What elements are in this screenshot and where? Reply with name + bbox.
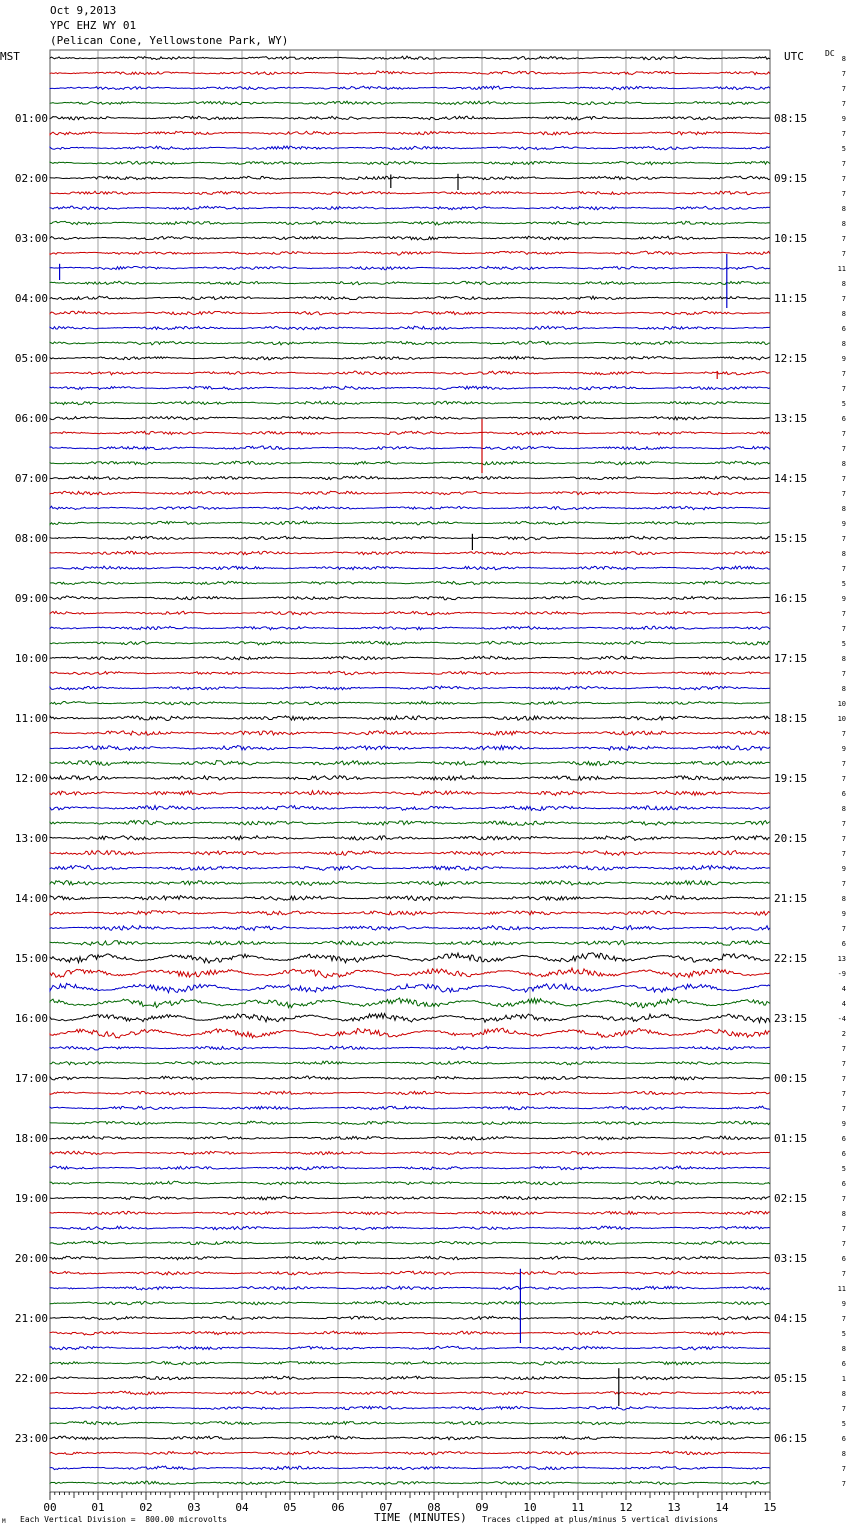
dc-offset-label: 8 — [841, 550, 846, 558]
dc-offset-label: 9 — [841, 745, 846, 753]
trace-row — [50, 851, 770, 856]
trace-row — [50, 1211, 770, 1214]
dc-offset-label: 7 — [841, 760, 846, 768]
right-hour-label: 06:15 — [774, 1432, 808, 1445]
right-hour-label: 08:15 — [774, 112, 808, 125]
trace-row — [50, 1121, 770, 1125]
left-hour-label: 02:00 — [14, 172, 48, 185]
dc-offset-label: 8 — [841, 805, 846, 813]
dc-offset-label: 4 — [841, 985, 846, 993]
dc-offset-label: 7 — [841, 1105, 846, 1113]
trace-row — [50, 161, 770, 165]
dc-offset-label: 7 — [841, 1240, 846, 1248]
right-hour-label: 17:15 — [774, 652, 808, 665]
dc-offset-label: 8 — [841, 460, 846, 468]
dc-offset-label: 7 — [841, 730, 846, 738]
right-hour-label: 00:15 — [774, 1072, 808, 1085]
right-hour-label: 20:15 — [774, 832, 808, 845]
trace-row — [50, 581, 770, 585]
trace-row — [50, 491, 770, 495]
x-tick-label: 06 — [331, 1501, 345, 1514]
corner-mark: M — [2, 1518, 6, 1525]
right-hour-label: 03:15 — [774, 1252, 808, 1265]
dc-offset-label: 6 — [841, 1135, 846, 1143]
right-hour-label: 21:15 — [774, 892, 808, 905]
trace-row — [50, 416, 770, 420]
trace-row — [50, 1466, 770, 1470]
dc-offset-label: 7 — [841, 610, 846, 618]
trace-row — [50, 1091, 770, 1095]
trace-row — [50, 251, 770, 255]
dc-offset-label: 8 — [841, 1345, 846, 1353]
right-hour-label: 22:15 — [774, 952, 808, 965]
trace-row — [50, 731, 770, 735]
dc-offset-label: 1 — [841, 1375, 846, 1383]
dc-offset-label: 8 — [841, 340, 846, 348]
trace-row — [50, 1451, 770, 1455]
dc-offset-label: 5 — [841, 1420, 846, 1428]
dc-offset-label: 13 — [837, 955, 846, 963]
left-hour-label: 22:00 — [14, 1372, 48, 1385]
dc-offset-label: 6 — [841, 1150, 846, 1158]
right-hour-label: 12:15 — [774, 352, 808, 365]
dc-offset-label: 7 — [841, 160, 846, 168]
trace-row — [50, 1028, 770, 1038]
dc-offset-label: 8 — [841, 205, 846, 213]
trace-row — [50, 341, 770, 345]
dc-offset-label: 7 — [841, 535, 846, 543]
dc-offset-label: 7 — [841, 1195, 846, 1203]
trace-row — [50, 1391, 770, 1395]
dc-offset-label: 10 — [837, 715, 846, 723]
dc-offset-label: 5 — [841, 145, 846, 153]
right-hour-label: 19:15 — [774, 772, 808, 785]
trace-row — [50, 1301, 770, 1305]
trace-row — [50, 71, 770, 75]
trace-row — [50, 836, 770, 841]
trace-row — [50, 926, 770, 931]
dc-offset-label: 7 — [841, 1465, 846, 1473]
right-hour-label: 15:15 — [774, 532, 808, 545]
trace-row — [50, 1061, 770, 1065]
trace-row — [50, 176, 770, 180]
right-hour-label: 04:15 — [774, 1312, 808, 1325]
left-hour-label: 19:00 — [14, 1192, 48, 1205]
dc-offset-label: 9 — [841, 865, 846, 873]
trace-row — [50, 626, 770, 630]
trace-row — [50, 1436, 770, 1440]
trace-row — [50, 1181, 770, 1185]
x-tick-label: 08 — [427, 1501, 441, 1514]
dc-offset-label: 5 — [841, 640, 846, 648]
left-hour-label: 18:00 — [14, 1132, 48, 1145]
scale-note: Each Vertical Division = 800.00 microvolts — [20, 1515, 228, 1524]
right-hour-label: 02:15 — [774, 1192, 808, 1205]
dc-offset-label: 2 — [841, 1030, 846, 1038]
right-hour-label: 13:15 — [774, 412, 808, 425]
dc-offset-label: 8 — [841, 1210, 846, 1218]
left-hour-label: 06:00 — [14, 412, 48, 425]
trace-row — [50, 281, 770, 285]
x-tick-label: 04 — [235, 1501, 249, 1514]
dc-offset-label: 5 — [841, 400, 846, 408]
right-hour-label: 10:15 — [774, 232, 808, 245]
dc-offset-label: 9 — [841, 595, 846, 603]
dc-offset-label: 5 — [841, 1330, 846, 1338]
dc-offset-label: 4 — [841, 1000, 846, 1008]
x-tick-label: 11 — [571, 1501, 585, 1514]
x-axis-title: TIME (MINUTES) — [374, 1511, 467, 1524]
plot-frame — [50, 50, 770, 1492]
x-tick-label: 15 — [763, 1501, 777, 1514]
left-hour-label: 11:00 — [14, 712, 48, 725]
trace-row — [50, 1406, 770, 1410]
trace-row — [50, 611, 770, 615]
trace-row — [50, 1076, 770, 1080]
x-tick-label: 03 — [187, 1501, 201, 1514]
trace-row — [50, 536, 770, 540]
dc-offset-label: 10 — [837, 700, 846, 708]
trace-row — [50, 641, 770, 645]
dc-offset-label: 8 — [841, 310, 846, 318]
trace-row — [50, 953, 770, 963]
dc-offset-label: 6 — [841, 1255, 846, 1263]
trace-row — [50, 1151, 770, 1155]
left-hour-label: 07:00 — [14, 472, 48, 485]
trace-row — [50, 566, 770, 570]
trace-row — [50, 551, 770, 555]
dc-offset-label: 8 — [841, 220, 846, 228]
trace-row — [50, 191, 770, 194]
x-tick-label: 02 — [139, 1501, 153, 1514]
trace-row — [50, 761, 770, 766]
dc-offset-label: 7 — [841, 850, 846, 858]
left-hour-label: 12:00 — [14, 772, 48, 785]
trace-row — [50, 221, 770, 225]
dc-offset-label: 7 — [841, 190, 846, 198]
dc-offset-label: 9 — [841, 520, 846, 528]
left-hour-label: 15:00 — [14, 952, 48, 965]
right-hour-label: 11:15 — [774, 292, 808, 305]
dc-offset-label: 6 — [841, 1360, 846, 1368]
left-hour-label: 04:00 — [14, 292, 48, 305]
dc-offset-label: 11 — [837, 1285, 846, 1293]
dc-offset-label: 8 — [841, 1390, 846, 1398]
dc-offset-label: 7 — [841, 70, 846, 78]
seismic-traces — [50, 56, 770, 1485]
x-tick-label: 13 — [667, 1501, 681, 1514]
dc-offset-label: 6 — [841, 790, 846, 798]
dc-offset-label: 7 — [841, 1270, 846, 1278]
trace-row — [50, 1166, 770, 1170]
trace-row — [50, 356, 770, 360]
right-hour-label: 18:15 — [774, 712, 808, 725]
trace-row — [50, 386, 770, 390]
x-tick-label: 14 — [715, 1501, 729, 1514]
dc-offset-label: 7 — [841, 385, 846, 393]
trace-row — [50, 116, 770, 120]
x-tick-label: 07 — [379, 1501, 393, 1514]
trace-row — [50, 806, 770, 811]
left-hour-label: 20:00 — [14, 1252, 48, 1265]
dc-offset-label: 7 — [841, 1045, 846, 1053]
dc-offset-label: 7 — [841, 625, 846, 633]
trace-row — [50, 596, 770, 600]
trace-row — [50, 1271, 770, 1275]
dc-offset-label: -4 — [837, 1015, 846, 1023]
trace-row — [50, 896, 770, 901]
dc-offset-label: 7 — [841, 1225, 846, 1233]
trace-row — [50, 881, 770, 886]
trace-row — [50, 461, 770, 465]
dc-offset-label: 7 — [841, 1405, 846, 1413]
dc-offset-label: 9 — [841, 910, 846, 918]
dc-offset-label: 9 — [841, 1120, 846, 1128]
dc-offset-label: 7 — [841, 820, 846, 828]
dc-offset-label: 8 — [841, 685, 846, 693]
left-hour-label: 03:00 — [14, 232, 48, 245]
trace-row — [50, 311, 770, 315]
trace-row — [50, 1013, 770, 1022]
left-timezone-label: MST — [0, 50, 20, 63]
trace-row — [50, 686, 770, 690]
dc-offset-label: 7 — [841, 475, 846, 483]
trace-row — [50, 716, 770, 721]
trace-row — [50, 1361, 770, 1365]
left-hour-label: 13:00 — [14, 832, 48, 845]
trace-row — [50, 506, 770, 509]
dc-offset-label: -9 — [837, 970, 846, 978]
trace-row — [50, 401, 770, 405]
dc-offset-label: 7 — [841, 1060, 846, 1068]
dc-offset-label: 7 — [841, 295, 846, 303]
trace-row — [50, 236, 770, 240]
trace-row — [50, 431, 770, 435]
trace-row — [50, 1346, 770, 1350]
station-location: (Pelican Cone, Yellowstone Park, WY) — [50, 34, 289, 47]
left-hour-label: 05:00 — [14, 352, 48, 365]
x-tick-label: 10 — [523, 1501, 537, 1514]
x-tick-label: 05 — [283, 1501, 297, 1514]
trace-row — [50, 1136, 770, 1140]
dc-offset-label: 8 — [841, 895, 846, 903]
dc-offset-label: 7 — [841, 925, 846, 933]
x-tick-label: 09 — [475, 1501, 489, 1514]
right-hour-label: 05:15 — [774, 1372, 808, 1385]
right-hour-label: 16:15 — [774, 592, 808, 605]
trace-row — [50, 446, 770, 450]
right-hour-label: 09:15 — [774, 172, 808, 185]
left-hour-label: 08:00 — [14, 532, 48, 545]
left-hour-label: 10:00 — [14, 652, 48, 665]
dc-offset-label: 7 — [841, 250, 846, 258]
dc-offset-label: 7 — [841, 130, 846, 138]
dc-offset-label: 8 — [841, 505, 846, 513]
grid-lines — [50, 50, 770, 1492]
dc-offset-label: 7 — [841, 235, 846, 243]
dc-offset-label: 7 — [841, 445, 846, 453]
right-timezone-label: UTC — [784, 50, 804, 63]
dc-offset-label: 7 — [841, 1090, 846, 1098]
right-hour-label: 01:15 — [774, 1132, 808, 1145]
trace-row — [50, 1106, 770, 1110]
left-hour-label: 09:00 — [14, 592, 48, 605]
trace-row — [50, 146, 770, 150]
dc-offset-label: 7 — [841, 490, 846, 498]
right-hour-label: 23:15 — [774, 1012, 808, 1025]
trace-row — [50, 1331, 770, 1335]
dc-offset-label: 6 — [841, 1435, 846, 1443]
right-hour-label: 14:15 — [774, 472, 808, 485]
dc-offset-label: 7 — [841, 1075, 846, 1083]
trace-row — [50, 1226, 770, 1230]
dc-offset-label: 6 — [841, 940, 846, 948]
dc-offset-label: 9 — [841, 1300, 846, 1308]
x-tick-label: 12 — [619, 1501, 633, 1514]
dc-offset-label: 7 — [841, 835, 846, 843]
trace-row — [50, 746, 770, 751]
trace-row — [50, 1481, 770, 1485]
trace-row — [50, 998, 770, 1008]
trace-row — [50, 701, 770, 705]
dc-offset-label: 7 — [841, 100, 846, 108]
trace-row — [50, 1421, 770, 1425]
dc-offset-label: 7 — [841, 370, 846, 378]
clip-note: Traces clipped at plus/minus 5 vertical divisions — [482, 1515, 719, 1524]
trace-row — [50, 86, 770, 90]
dc-offset-label: 6 — [841, 1180, 846, 1188]
trace-row — [50, 983, 770, 992]
dc-offset-label: 5 — [841, 1165, 846, 1173]
trace-row — [50, 296, 770, 300]
trace-row — [50, 968, 770, 978]
left-hour-label: 14:00 — [14, 892, 48, 905]
trace-row — [50, 476, 770, 480]
dc-offset-label: 7 — [841, 430, 846, 438]
trace-row — [50, 1241, 770, 1244]
dc-offset-label: 8 — [841, 1450, 846, 1458]
x-tick-label: 00 — [43, 1501, 57, 1514]
dc-offset-label: 6 — [841, 415, 846, 423]
left-hour-label: 17:00 — [14, 1072, 48, 1085]
dc-offset-label: 5 — [841, 580, 846, 588]
dc-offset-label: 7 — [841, 565, 846, 573]
dc-offset-label: 7 — [841, 880, 846, 888]
trace-row — [50, 206, 770, 210]
x-tick-label: 01 — [91, 1501, 105, 1514]
dc-offset-label: 9 — [841, 355, 846, 363]
trace-row — [50, 671, 770, 675]
dc-offset-label: 9 — [841, 115, 846, 123]
dc-offset-label: 8 — [841, 280, 846, 288]
trace-row — [50, 131, 770, 135]
trace-row — [50, 266, 770, 269]
trace-row — [50, 656, 770, 660]
trace-row — [50, 1046, 770, 1050]
trace-row — [50, 865, 770, 870]
dc-label: DC — [825, 49, 835, 58]
trace-row — [50, 821, 770, 826]
left-hour-label: 23:00 — [14, 1432, 48, 1445]
left-hour-label: 21:00 — [14, 1312, 48, 1325]
trace-row — [50, 101, 770, 105]
trace-row — [50, 1286, 770, 1290]
left-hour-label: 01:00 — [14, 112, 48, 125]
trace-row — [50, 326, 770, 330]
chart-date: Oct 9,2013 — [50, 4, 117, 17]
dc-offset-label: 7 — [841, 85, 846, 93]
dc-offset-label: 7 — [841, 1480, 846, 1488]
dc-offset-label: 8 — [841, 55, 846, 63]
dc-offset-label: 11 — [837, 265, 846, 273]
left-hour-label: 16:00 — [14, 1012, 48, 1025]
trace-row — [50, 521, 770, 525]
dc-offset-label: 7 — [841, 175, 846, 183]
trace-row — [50, 791, 770, 796]
dc-offset-label: 8 — [841, 655, 846, 663]
dc-offset-label: 7 — [841, 775, 846, 783]
trace-row — [50, 941, 770, 946]
trace-row — [50, 1196, 770, 1200]
dc-offset-label: 6 — [841, 325, 846, 333]
dc-offset-label: 7 — [841, 670, 846, 678]
station-code: YPC EHZ WY 01 — [50, 19, 137, 32]
trace-row — [50, 911, 770, 915]
trace-row — [50, 1256, 770, 1260]
trace-row — [50, 776, 770, 781]
trace-row — [50, 56, 770, 60]
dc-offset-label: 7 — [841, 1315, 846, 1323]
trace-row — [50, 1376, 770, 1380]
trace-row — [50, 371, 770, 375]
trace-row — [50, 1316, 770, 1320]
